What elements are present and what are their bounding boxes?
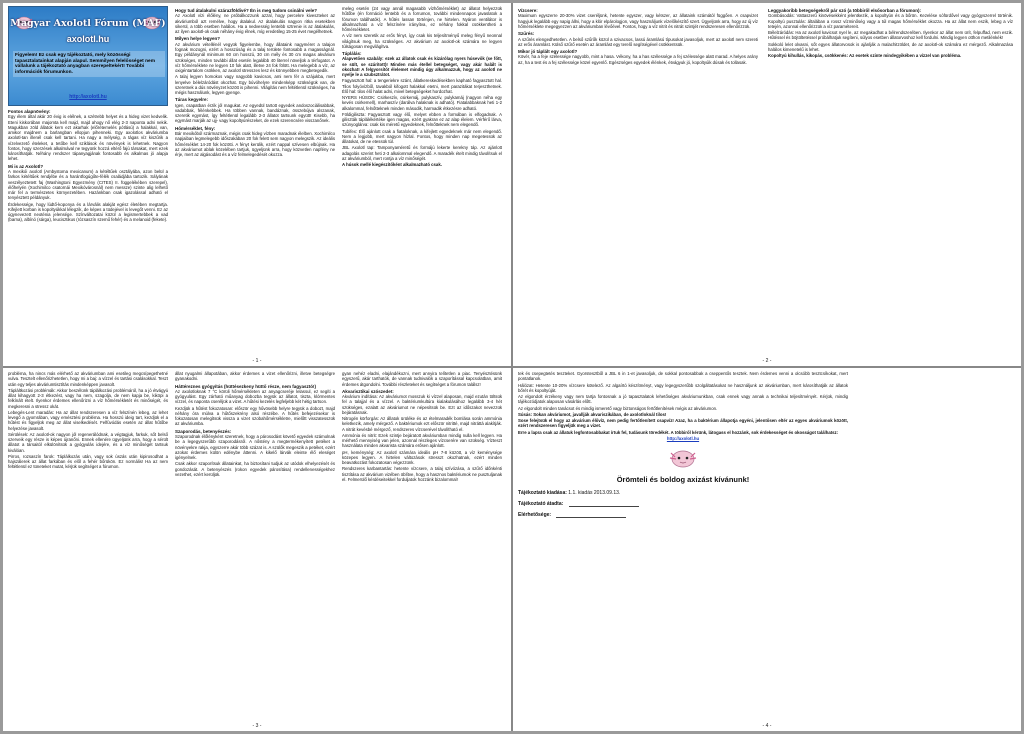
form-label: Tájékoztató kiadása: xyxy=(518,490,567,497)
paragraph: A talaj legyen homokos vagy nagyobb kavicsos, ami nem fér a szájukba, mert lenyelve bélelzáródást okozhat. Egy búvóhelyre mindenképp szükségük van, de szeretnek a dús növényzet között is pihenni. Világítás nem feltétlenül szükséges, ha mégis használunk, legyen gyenge. xyxy=(175,74,335,96)
section-heading: Vízcsere: xyxy=(518,8,538,13)
paragraph-bold: A húsok mellé kiegészítőként alkalmazható csak. xyxy=(342,162,442,168)
paragraph: Tápláltkozási problémák: Akkor beszélünk táplálkozási problémáról, ha a jó étvágyú állat kihagyott 2-3 étkezést, vagy ha nem, szagolja, de nem kapja be, kiköpi a felkínált ételt. Ilyenkor érdemes ellenőrizni a víz hőmérsékletét és minőségét, és megkeresni a stressz okát. xyxy=(8,387,168,409)
page2-column-2 xyxy=(768,6,1013,353)
forum-title: Magyar Axolotl Fórum (MAF) xyxy=(10,18,166,29)
page-4 xyxy=(513,368,1021,731)
paragraph: Igen, csapatban érzik jól magukat. Az egyedül tartott egyedek andoszociálisabbak, vadabbak, félénkebbek. Ha többen vannak, bandáznak, összebújva alszanak, szeretik egymást, így feltétlenül legalább 2-3 állatot tartsunk együtt! Kisebb, ha egymást marják az ujj- vagy kopoltyúrészeket, de ezek szerencsére visszanőnek. xyxy=(175,102,335,124)
paragraph: Nitrogén körforgás: Az állatok ürüléke és az ételmaradék bomlása során ammónia keletkezik, amely mérgező. A baktériumok ezt először nitritté, majd nitráttá alakítják. A nitrát kevésbé mérgező, rendszeres vízcserével távolítható el. xyxy=(342,416,502,432)
form-blank-line xyxy=(556,512,626,518)
paragraph: Bélelzáródás: Ha az axolotl kavicsot nyel le, az megakadhat a bélrendszerében. Ilyenkor az állat nem ürít, felpuffad, nem eszik. Hűtéssel és böjtöltetéssel próbálhatjuk segíteni, súlyos esetben állatorvoshoz kell fordulni. Mindig legyen otthon metilénkék! xyxy=(768,30,1013,41)
paragraph: tek és csepegtetés teszteket. Gyorstesztből a JBL 6 in 1-et javasoljuk, de sokkal pontosabbak a cseppentős tesztek. Nem érdemes venni a olcsóbb tesztcsíkokat, mert pontatlanok. xyxy=(518,371,848,382)
paragraph: állat nyugalmi állapotában, akkor érdemes a vizet ellenőrizni, illetve betegségre gyanakodni. xyxy=(175,371,335,382)
section-heading: Szűrés: xyxy=(518,31,535,37)
paragraph: A mexikói axolotl (Ambystoma mexicanum) a kétéltűek osztályába, azon belül a farkos kétéltűek rendjébe és a harántfogúgőte-félék családjába tartozik. Sályának veszélyeztetett faj (Washingtoni Egyezmény (CITES) II. függelékében szerepel), élőhelyén (Xochimilco csatornái Mexikóvárosnál) nem messze) szinte alig lelhető már fel a természetes környezetében. Hazánkban csak igazolással adható el tenyésztett példányuk. xyxy=(8,169,168,201)
form-row-date xyxy=(518,488,848,499)
paragraph-bold: Erre a lapra csak az állatuk legfontosabbakat írtuk fel, tudásunk töredékét. A többiről kérünk, látogass el hozzánk, sok érdekességet és okosságot találhatsz: xyxy=(518,429,839,435)
closing-greeting: Örömteli és boldog axizást kívánunk! xyxy=(616,475,750,485)
paragraph: Érdekessége, hogy lúdtő-koponya és a lárvális alakját egész életében megtartja. Kifejlett korban is kopoltyúkkal lélegzik, de képes a tüdejével is levegőt venni. Ez az úgynevezett neoténia jelensége. Színváltozatai közül a legismertebbek a vad (barna), albínó (sárga), leucisztikus (rózsaszín szemű fehér) és a melanoid (fekete). xyxy=(8,201,168,223)
form-row-author xyxy=(518,499,848,510)
paragraph: JBL Axolotl tap: Tamponyaméretű és formájú lekerte kerekny táp. Az ajánlott adagolás szerint heti 2-3 alkalommal elegendő. A maradék ételt mindig távolítsuk el az akváriumból, mert rontja a víz minőségét. xyxy=(342,145,502,161)
paragraph-bold: Sose felejtsük el hogy az akvárium élővíz, nem pedig fertőtlenített csapvíz! Azaz, ha a baktérium állapotja egyéni, jelentősen eltér az egyes akváriumok között, ezért rendszeresen figyeljük meg a vizet. xyxy=(518,418,848,429)
section-heading: Táras kegyelre: xyxy=(175,97,209,103)
paragraph: Tubifex: Élő ajánlott csak a fiataloknak, a kifejlett egyedeknek már nem elegendő. Nem a legjobb, mert nagyon hízlal. Fontos, hogy minden nap megetessük az állatokat, de ne etessük túl. xyxy=(342,128,502,145)
section-heading: Leggyakoribb betegségekről pár szó (a többiről elsősorban a fórumon): xyxy=(768,8,922,13)
page-number: - 1 - xyxy=(252,357,262,364)
section-heading: Hogy tud átalakulni szárazföldivé? Én is meg tudom csinálni vele? xyxy=(175,8,318,13)
document-spread xyxy=(3,3,1021,731)
paragraph: Az elgondolt minden tanácsot és mindig ismerető vagy biztonságos fertőtlenítések mégis az akváriumon. xyxy=(518,405,718,411)
paragraph: Pirros, rozsaszín farok: Táplálkozás után, vagy sok úszás után kipirosodhat a hajszálerek az állat farkában és elől a fehér bőrükön. Ez normális! Ha az nem feltétlenül ez tüneteket mutat, kérjük segítséget a fórumon. xyxy=(8,453,168,470)
paragraph: Bár mexikóból származnak, mégis csak hideg vízben maradnak élelben. Xochimilco napjaiban legmelegebb időszakában 20 fok felett sem nagyon melegszik. Az ideális hőmérséklet 14-20 fok közötti. A fényt kerülik, ezért nappal szívesen elbújnak. Ha az akváriumot ablak közelében tartjuk, ügyeljünk arra, hogy közvetlen napfény ne érje, mert az algásodást és a víz felmelegedését okozza. xyxy=(175,131,335,158)
paragraph: Földigiliszta: Fagyasztott vagy élő, melyet ebben a formában is elfogadnak. A giliszták táplálékértéke igen magas, ezért gyakran ez az alap élelem. Vérférő lárva, szúnyoglárva: csak kis méretű egyedeknek, felnőtteknek nem elegendő. xyxy=(342,111,502,128)
form-blank-line xyxy=(569,501,639,507)
page-number: - 3 - xyxy=(252,722,262,729)
paragraph: Kezdjük a hűtést fokozatosan: először egy hűvösebb helyre tegyük a dobozt, majd néhány óra múlva a hűtőszekrény alsó részébe. A hűtés befejezésekor is fokozatosan melegítsük vissza a vizet szobahőmérsékletre, mielőtt visszatesszük az akváriumba. xyxy=(175,405,335,427)
page-1 xyxy=(3,3,511,366)
paragraph-bold: Alapvetően szabály: ezek az állatok csak és kizárólag nyers húsevők (se főtt, se sült, se szárított)! Minden más étellel betegséget, vagy akár halált is okozhat! A felgyorsítót élelemet mindig úgy alkalmazzuk, hogy az axolotl ne nyelje le a szubsztrátot. xyxy=(342,56,502,78)
form-label: Tájékoztató átadta: xyxy=(518,501,564,508)
paragraph: probléma, ha nincs más elérhető az akváriumban ami esetileg megcsípegethetné vulva. Tesztelt ellenőrizhetetlen, hogy mi a baj: a vízzel és tartási csalásokkal. Teszt után egy teljes akváriumtisztítás mindenképpen javasolt. xyxy=(8,371,168,387)
forum-link[interactable]: http://axolotl.hu xyxy=(69,93,107,100)
section-heading: Táplálás: xyxy=(342,51,362,56)
section-heading: Mikor jó táplált egy axolotl? xyxy=(518,49,578,55)
paragraph: pH, keménység: Az axolotl számára ideális pH 7-8 között, a víz keménysége közepes legyen. A hirtelen változások stresszt okozhatnak, ezért minden beavatkozást fokozatosan végezzünk. xyxy=(342,449,502,466)
section-heading: Milyen helye legyen? xyxy=(175,36,221,42)
page4-column-1 xyxy=(518,371,848,718)
axolotl-mascot-wrapper xyxy=(518,444,848,471)
disclaimer-text: Figyelem! Ez csak egy tájékoztató, mely közösségi tapasztalatainkat alapján alapul. Semmilyen felelősséget nem vállalunk a tájékoztató anyagban szerepeltekért! További információk fórumunkon. xyxy=(13,51,165,77)
paragraph-bold: Súsás: Sokan akváriumot, javallják akvariszikában, de axolotloknál tilos! xyxy=(518,411,667,417)
page2-column-1 xyxy=(518,6,758,353)
paragraph: Akvárium indítása: Az akváriumot mosszuk ki vízzel alaposan, majd ezután töltsük fel a talajjal és a vízzel. A baktériumkultúra kialakulásához legalább 3-4 hét szükséges, ezalatt az akváriumot ne népesítsük be. Ezt az időszakot nevezzük bejáratásnak. xyxy=(342,394,502,415)
paragraph: Az akvárium vétellénél vegyük figyelembe, hogy állataink nagyméret a talajon fognak mozogni, ezért a hosszúság és a talaj területe fontosabb a magasságnál. Egy példánynál minimum 60 cm hosszú, 30 cm mély és 30 cm magas akvárium szükséges, minden további állat esetén legalább 40 literrel növeljük a térfogatot. A víz hőmérséklete ne legyen 10 fok alatt, illetve 24 fok fölött. Ha melegebb a víz, az oxigéntartalom csökken, az axolotl stresszes lesz és könnyebben megbetegedik. xyxy=(175,41,335,74)
page-3 xyxy=(3,368,511,731)
section-heading: Fontos alapnövény: xyxy=(8,109,51,114)
page-number: - 4 - xyxy=(762,722,772,729)
section-heading: Háttéreznes gyógyítás (hüttésezkeny hüttő része, nem fagyasztó!) xyxy=(175,383,317,389)
paragraph: A szűrés elengedhetetlen. A belső szűrők közül a szivacsos, lassú áramlású típusokat javasoljuk, mert az axolotl nem szereti az erős áramlást. Külső szűrő esetén az áramlást egy terelő segítségével csökkentsük. xyxy=(518,36,758,47)
section-heading: Szaporodás, betenyészés: xyxy=(175,428,232,434)
page3-column-2 xyxy=(175,371,335,718)
paragraph: Az Axolotl vízi élőlény, ne próbálkozzunk azzal, hogy percekre kiveszteket az akváriumból azt remélve, hogy átalakul. Az átalakulás nagyon ritka esetekben sikerül, a több esetben halálos. Ha a nedvesség lentebb sztrenie is az átalakulás, az ilyen axolotl-ok csak néhány évig élnek, míg eredetileg 15-25 évet megélhetnek. xyxy=(175,13,335,35)
paragraph: Rendszeres karbantartás: hetente vízcsere, a talaj szívózása, a szűrő időnkénti tisztítása az akvárium vizében öblítve, hogy a hasznos baktériumok ne pusztuljanak el. Felmerülő kérdéseitekkel forduljatok hozzánk bizalommal! xyxy=(342,466,502,482)
paragraph: Csak akkor szaporítsuk állatainkat, ha biztosítani tudjuk az utódok elhelyezését és gondozását. A betenyészés (rokon egyedek párosítása) rendellenességekhez vezethet, ezért kerüljük. xyxy=(175,461,335,477)
paragraph: Kövér, ha a feje szélessége nagyobb, mint a hasa. Vékony, ha a has szélessége a fej szélessége alatt marad. A helyes arány az, ha a test és a fej szélessége közel egyenlő. Egészséges egyedek élénkek, étvágyuk jó, kopoltyúik dúsak és tollasak. xyxy=(518,54,758,65)
section-heading: Hőmérséklet, fény: xyxy=(175,125,216,131)
paragraph: gyan nehéz eladni, elajándékozni, mert annyira telítetlen a piac. Tenyésztésünk egyszerű, akár tarthatók, de vannak tudnivalók a szaporítással kapcsolatban, amit érdemes átgondolni. További részleteket és segítséget a fórumon találsz! xyxy=(342,371,502,387)
forum-link[interactable]: http://axolotl.hu xyxy=(666,435,700,441)
paragraph: Fagyasztott hal: a tengeriekre szánt, állatkereskedésekben kapható fagyasztott hal. Tilos folyóvízből, tavakból kifogott halakkal etetni, mert parazitákat terjeszthetnek. Élő hal: tilos élő halat adni, mivel betegségeket hordozhat. xyxy=(342,78,502,94)
paragraph: Maximum egyszerre 20-30% vizet cseréljünk, hetente egyszer, vagy kétszer, az állataink számától függően. A csapvizet hagyjuk legalább egy napig állni, hogy a klór elpárologjon, vagy használjunk vízelőkészítő szert. Ügyeljünk arra, hogy az új víz hőmérséklete megegyezzen az akváriumban lévőével. Fontos, hogy a víz nitrit és nitrát szintjét rendszeresen ellenőrizzük. xyxy=(518,13,758,29)
page1-column-1 xyxy=(8,6,168,353)
section-heading: Akvarisztikai szószedet: xyxy=(342,388,394,394)
paragraph: Gombásodás: Vattaszerű kinövésekként jelentkezik, a kopoltyún és a bőrön. Kezelése sófürdővel vagy gyógyszerrel történik. Kopoltyú pusztulás: általában a rossz vízminőség vagy a túl magas hőmérséklet okozza. Ha az állat nem eszik, lebeg a víz tetején, azonnal ellenőrizzük a víz paramétereit. xyxy=(768,13,1013,29)
page-number: - 2 - xyxy=(762,357,772,364)
form-label: Elérhetősége: xyxy=(518,512,552,519)
paragraph: Lebegés-Lent maradás: Ha az állat rendszeresen a víz felszínén lebeg, az lehet levegő a gyomrában, vagy emésztési probléma. Ha hosszú ideig tart, kezdjük el a hűtést és figyeljük meg az állat viselkedését. Felfúvódás esetén az állat hűtőbe helyezése javasolt. xyxy=(8,409,168,431)
page1-column-2 xyxy=(175,6,335,353)
paragraph: Hálózat: Hetente 10-20% vízcsere kötelező. Az algaírtó készítményt, vagy legegyszerűbb szolgáltatásokat ne használjunk az akváriumban, mert károsíthatják az állatok bőrét és kopoltyúját. xyxy=(518,382,848,393)
paragraph: Sérülések: Az axolotl-ok nagyon jól regenerálódnak, a végtagjuk, farkuk, sőt belső szerveik egy része is képes újranőni. Ennek ellenére ügyeljünk arra, hogy a sérült állatot a társaitól elkülönítsük a gyógyulás idejére, és a víz minőségét tartsuk kiválóan. xyxy=(8,431,168,453)
form-row-contact xyxy=(518,510,848,521)
page3-column-1 xyxy=(8,371,168,718)
form-value: 1.1. kiadás 2013.09.13. xyxy=(568,490,621,497)
page-2 xyxy=(513,3,1021,366)
paragraph: Ammónia és nitrit: Ezek szintje bejáratott akváriumban mindig nulla kell legyen. Ha mérhető mennyiség van jelen, azonnal részleges vízcserére van szükség. Vízteszt használata minden akvarista számára erősen ajánlott. xyxy=(342,432,502,449)
paragraph: A víz nem szeretik az erős fényt, így csak kis teljesítményű meleg fényű neonnal világítsuk meg, ha szükséges. Az akvárium az axolotl-ok számára ne legyen túlságosan megvilágítva. xyxy=(342,33,502,49)
paragraph: Sokkoló lelet olvasni, sőt egyes állatorvosok is ajánlják a malachitzöldet, de az axolotl-ok számára ez mérgező. Alkalmazása halálos kimenetelű is lehet. xyxy=(768,41,1013,52)
section-heading: Mi is az Axolotl? xyxy=(8,163,44,169)
page3-column-3 xyxy=(342,371,502,718)
closing-note: Kopoltyú kihullás, kikopás, csökkenés: Az esetek szinte mindegyikében a vízzel van probléma. xyxy=(768,53,962,59)
page1-column-3 xyxy=(342,6,502,353)
axolotl-mascot-illustration xyxy=(666,444,700,470)
paragraph: Egy élem által akár 20 évig is elélnek, a szétrebb helyet és a hideg vizet kedvelik. Eteni kiskorában majomta kell majd, majd ahogy nő elég 2-3 naponta adni nekik. Magukban zöld állatok kern ezt akarhak (előrétemelés pótlású) a halakkal, van, amikor majdnem a barlangban ellopjun pihenneki. Egy axolotlos akváriumba axolotl-tan illenél csak kell tartani. Ha nagy a mélység, a tágas víz kiszűrik a vízelvezető ételeket, a tetőbe kell sziklások és növények is lehetnek. Nagyon fontos, hogy szerzések alkalmával ne tegyünk hozzá eltérő fajú társakat, mert ezek károsíthatják. Néhány rendszer tápanyagjának fontosabb és alkalmas jó alapja lehet. xyxy=(8,114,168,162)
paragraph: meleg esetén (24 vagy annál magasabb vízhőmérséklet) az állatot helyezzük hűtőbe (én formáció lentebb és a forrumon, további mindennapos javaslatok a fórumon találhatók). A hűtés lassan történjen, ne hirtelen. Nyáron ventilátor is alkalmazható a víz felszínére irányítva, ez néhány fokkal csökkentheti a hőmérsékletet. xyxy=(342,6,502,32)
forum-header-banner xyxy=(8,6,168,106)
paragraph: Szaporodnak élőlényként szeretnek, hogy a párosodást követő egyedek számolnak be a legegyszerűbb szaporodásról. A nőstény a megtermékenyített petéket a növényekre rakja, egyszerre akár több százat is. A szülők megeszik a petéket, ezért azokat érdemes külön edénybe áttenni. A kikelő lárvák eleinte élő eleséget igényelnek. xyxy=(175,434,335,461)
forum-site-name: axolotl.hu xyxy=(66,34,110,44)
paragraph: Az elgondolt érzékeny vagy nem tartja fontosnak a jó tapasztalatok lehetőséges akváriumunkban, csak ennek vagy annak a technikai teljesítményét. Kérjük, mindig tájékozódjatok alaposan vásárlás előtt. xyxy=(518,394,848,405)
paragraph: NYERS HÚSOK: Csirkeszív, csirkemáj, pulykaszív, pulykamáj (nagyon néha egy kevés csirkemell), marhaszív (darálva halaknak is adható). Fiatalabbaknak heti 1-2 alkalommal, felnőtteknek minden második, harmadik étkezésre adható. xyxy=(342,95,502,111)
paragraph: Az axolotloknak 7 °C körüli hőmérsékleten az anyagcseréje lelassul, ez segíti a gyógyulást. Egy zárható műanyag dobozba tegyük az állatot, tiszta, klórmentes vízzel, és naponta cseréljük a vizet. A hűtési kezelés legfeljebb két hétig tartson. xyxy=(175,388,335,405)
